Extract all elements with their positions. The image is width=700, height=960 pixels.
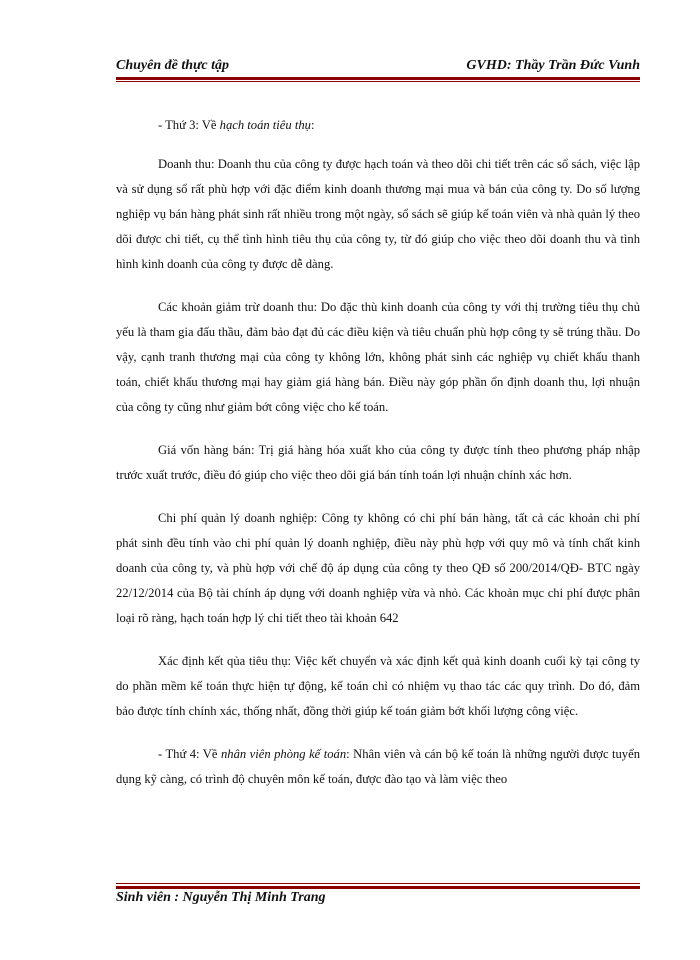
paragraph-chi-phi: Chi phí quản lý doanh nghiệp: Công ty không có chi phí bán hàng, tất cả các khoản chi phí phát sinh đều tính vào chi phí quản lý doanh nghiệp, điều này phù hợp với quy mô và tính chất kinh doanh của công ty, và phù hợp với chế độ áp dụng của công ty theo QĐ số 200/2014/QĐ- BTC ngày 22/12/2014 của Bộ tài chính áp dụng với doanh nghiệp vừa và nhỏ. Các khoản mục chi phí được phân loại rõ ràng, hạch toán hợp lý chi tiết theo tài khoản 642 [116, 511, 640, 625]
paragraph-giam-tru: Các khoản giảm trừ doanh thu: Do đặc thù kinh doanh của công ty với thị trường tiêu thụ chủ yếu là tham gia đấu thầu, đảm bảo đạt đủ các điều kiện và tiêu chuẩn phù hợp công ty sẽ trúng thầu. Do vậy, cạnh tranh thương mại của công ty không lớn, không phát sinh các nghiệp vụ chiết khấu thanh toán, chiết khấu thương mại hay giảm giá hàng bán. Điều này góp phần ổn định doanh thu, lợi nhuận của công ty cũng như giảm bớt công việc cho kế toán. [116, 300, 640, 414]
student-name: Sinh viên : Nguyễn Thị Minh Trang [116, 890, 326, 905]
header-rule-thin [116, 81, 640, 82]
footer-rule-thick [116, 886, 640, 889]
section-4-title: nhân viên phòng kế toán [220, 747, 347, 761]
paragraph-ket-qua: Xác định kết qủa tiêu thụ: Việc kết chuyển và xác định kết quả kinh doanh cuối kỳ tại công ty do phần mềm kế toán thực hiện tự động, kế toán chỉ có nhiệm vụ thao tác các quy trình. Do đó, đảm bảo được tính chính xác, thống nhất, đồng thời giúp kế toán giảm bớt khối lượng công việc. [116, 654, 640, 718]
page-header [116, 58, 640, 76]
paragraph-doanh-thu: Doanh thu: Doanh thu của công ty được hạch toán và theo dõi chi tiết trên các sổ sách, việc lập và sử dụng sổ rất phù hợp với đặc điểm kinh doanh thương mại mua và bán của công ty. Do số lượng nghiệp vụ bán hàng phát sinh rất nhiều trong một ngày, sổ sách sẽ giúp kế toán viên và nhà quản lý theo dõi được chi tiết, cụ thể tình hình tiêu thụ của công ty, từ đó giúp cho việc theo dõi doanh thu và tình hình kinh doanh của công ty được dễ dàng. [116, 157, 640, 271]
paragraph-gia-von: Giá vốn hàng bán: Trị giá hàng hóa xuất kho của công ty được tính theo phương pháp nhập trước xuất trước, điều đó giúp cho việc theo dõi giá bán tính toán lợi nhuận chính xác hơn. [116, 443, 640, 482]
section-3-heading: - Thứ 3: Về hạch toán tiêu thụ: [158, 118, 315, 132]
section-3-title: hạch toán tiêu thụ [219, 118, 311, 132]
document-body [116, 113, 640, 792]
header-rule-thick [116, 77, 640, 80]
document-title: Chuyên đề thực tập [116, 58, 230, 73]
section-4-paragraph: - Thứ 4: Về nhân viên phòng kế toán: Nhân viên và cán bộ kế toán là những người được tuyển dụng kỹ càng, có trình độ chuyên môn kế toán, được đào tạo và làm việc theo [116, 747, 640, 786]
footer-rule-thin [116, 883, 640, 884]
supervisor-label: GVHD: Thầy Trần Đức Vunh [466, 58, 640, 73]
